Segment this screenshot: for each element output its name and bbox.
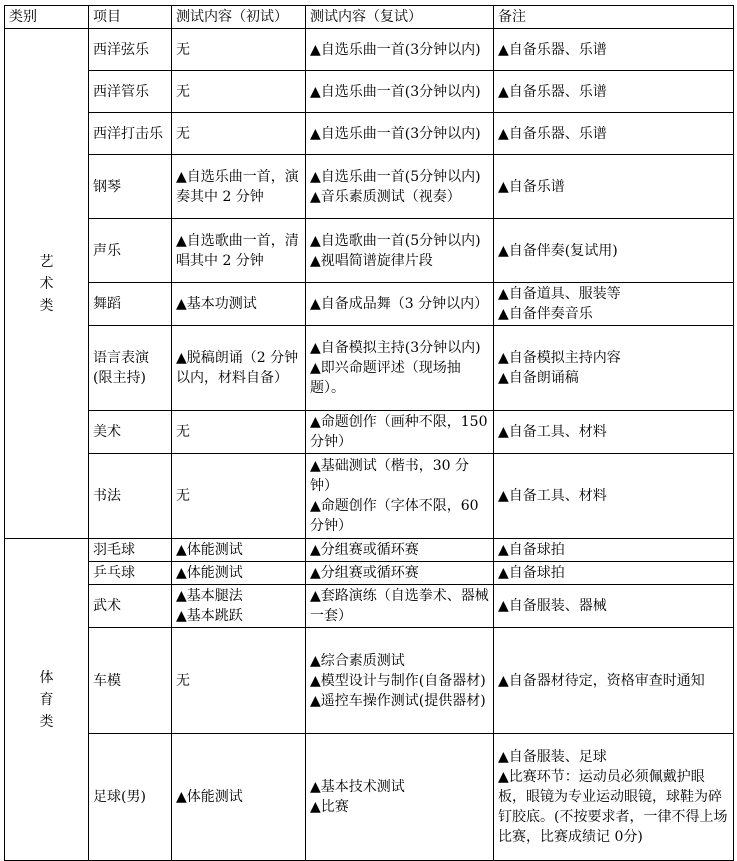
table-row <box>5 539 734 562</box>
cell-line: ▲自备伴奏(复试用) <box>498 242 618 259</box>
notes-cell <box>494 454 734 539</box>
cell-line: ▲基本跳跃 <box>176 608 243 624</box>
item-cell: 西洋弦乐 <box>89 29 172 71</box>
retest-cell <box>306 562 494 585</box>
cell-line: ▲比赛 <box>310 799 349 815</box>
cell-line: 无 <box>176 41 190 58</box>
notes-cell <box>494 585 734 628</box>
item-cell: 羽毛球 <box>89 539 172 562</box>
item-cell: 舞蹈 <box>89 283 172 326</box>
notes-cell <box>494 326 734 411</box>
cell-line: ▲基础测试（楷书，30 分钟） <box>310 458 470 494</box>
cell-line: ▲命题创作（字体不限，60 分钟） <box>310 498 479 534</box>
cell-line: ▲基本技术测试 <box>310 779 405 795</box>
cell-line: ▲自备模拟主持(3分钟以内) <box>310 340 481 356</box>
item-cell: 西洋管乐 <box>89 71 172 113</box>
table-row <box>5 71 734 113</box>
item-cell: 钢琴 <box>89 155 172 219</box>
item-cell: 美术 <box>89 411 172 454</box>
category-label: 体育类 <box>39 669 54 730</box>
header-initial-test: 测试内容（初试） <box>172 6 306 29</box>
cell-line: ▲自备器材待定，资格审查时通知 <box>498 672 705 689</box>
header-retest: 测试内容（复试） <box>306 6 494 29</box>
cell-line: ▲即兴命题评述（现场抽题）。 <box>310 360 461 396</box>
item-cell: 语言表演(限主持) <box>89 326 172 411</box>
initial-test-cell <box>172 454 306 539</box>
item-cell: 足球(男) <box>89 734 172 861</box>
retest-cell <box>306 155 494 219</box>
cell-line: ▲自备服装、器械 <box>498 598 607 614</box>
cell-line: ▲自选乐曲一首(5分钟以内) <box>310 168 481 185</box>
cell-line: ▲体能测试 <box>176 542 243 558</box>
category-sports <box>5 539 89 861</box>
retest-cell <box>306 113 494 155</box>
category-art <box>5 29 89 539</box>
cell-line: ▲自备球拍 <box>498 542 565 558</box>
table-row <box>5 326 734 411</box>
exam-requirements-table <box>4 5 734 861</box>
retest-cell <box>306 411 494 454</box>
cell-line: ▲自备乐器、乐谱 <box>498 125 607 142</box>
retest-cell <box>306 219 494 283</box>
table-row <box>5 283 734 326</box>
initial-test-cell <box>172 155 306 219</box>
initial-test-cell <box>172 628 306 734</box>
initial-test-cell <box>172 326 306 411</box>
cell-line: ▲自选歌曲一首，清唱其中 2 分钟 <box>176 232 299 269</box>
table-body <box>5 29 734 861</box>
initial-test-cell <box>172 411 306 454</box>
cell-line: ▲分组赛或循环赛 <box>310 565 419 581</box>
cell-line: ▲基本腿法 <box>176 588 243 604</box>
cell-line: ▲自备球拍 <box>498 565 565 581</box>
notes-cell <box>494 734 734 861</box>
item-cell: 武术 <box>89 585 172 628</box>
cell-line: ▲自备朗诵稿 <box>498 370 579 386</box>
cell-line: ▲自备工具、材料 <box>498 424 607 440</box>
notes-cell <box>494 29 734 71</box>
cell-line: ▲综合素质测试 <box>310 652 405 669</box>
notes-cell <box>494 411 734 454</box>
cell-line: ▲自备模拟主持内容 <box>498 350 621 366</box>
cell-line: ▲脱稿朗诵（2 分钟以内，材料自备） <box>176 350 299 386</box>
notes-cell <box>494 628 734 734</box>
cell-line: ▲自备乐谱 <box>498 178 565 195</box>
initial-test-cell <box>172 539 306 562</box>
cell-line: ▲音乐素质测试（视奏） <box>310 188 461 205</box>
cell-line: ▲遥控车操作测试(提供器材) <box>310 692 486 709</box>
table-row <box>5 113 734 155</box>
initial-test-cell <box>172 29 306 71</box>
retest-cell <box>306 454 494 539</box>
notes-cell <box>494 113 734 155</box>
initial-test-cell <box>172 734 306 861</box>
initial-test-cell <box>172 283 306 326</box>
retest-cell <box>306 29 494 71</box>
initial-test-cell <box>172 219 306 283</box>
cell-line: 无 <box>176 488 190 504</box>
cell-line: ▲自选乐曲一首(3分钟以内) <box>310 83 481 100</box>
table-row <box>5 734 734 861</box>
cell-line: 无 <box>176 83 190 100</box>
item-cell: 声乐 <box>89 219 172 283</box>
retest-cell <box>306 71 494 113</box>
notes-cell <box>494 219 734 283</box>
table-row <box>5 29 734 71</box>
cell-line: ▲自备道具、服装等 <box>498 286 621 302</box>
cell-line: ▲视唱简谱旋律片段 <box>310 252 433 269</box>
cell-line: ▲自选乐曲一首(3分钟以内) <box>310 125 481 142</box>
cell-line: ▲分组赛或循环赛 <box>310 542 419 558</box>
cell-line: ▲自选乐曲一首(3分钟以内) <box>310 41 481 58</box>
table-row <box>5 454 734 539</box>
cell-line: ▲自选乐曲一首，演奏其中 2 分钟 <box>176 168 299 205</box>
cell-line: 无 <box>176 672 190 689</box>
retest-cell <box>306 326 494 411</box>
retest-cell <box>306 283 494 326</box>
cell-line: ▲自备服装、足球 <box>498 749 607 765</box>
notes-cell <box>494 539 734 562</box>
header-notes: 备注 <box>494 6 734 29</box>
cell-line: 无 <box>176 125 190 142</box>
initial-test-cell <box>172 71 306 113</box>
notes-cell <box>494 283 734 326</box>
item-cell: 车模 <box>89 628 172 734</box>
header-row <box>5 6 734 29</box>
table-row <box>5 585 734 628</box>
cell-line: ▲体能测试 <box>176 789 243 805</box>
cell-line: ▲自备乐器、乐谱 <box>498 41 607 58</box>
header-item: 项目 <box>89 6 172 29</box>
cell-line: ▲模型设计与制作(自备器材) <box>310 672 486 689</box>
table-row <box>5 155 734 219</box>
cell-line: ▲命题创作（画种不限，150 分钟） <box>310 414 488 450</box>
cell-line: ▲体能测试 <box>176 565 243 581</box>
initial-test-cell <box>172 113 306 155</box>
cell-line: ▲自选歌曲一首(5分钟以内) <box>310 232 481 249</box>
item-cell: 书法 <box>89 454 172 539</box>
retest-cell <box>306 585 494 628</box>
item-cell: 西洋打击乐 <box>89 113 172 155</box>
cell-line: ▲自备乐器、乐谱 <box>498 83 607 100</box>
cell-line: 无 <box>176 424 190 440</box>
retest-cell <box>306 539 494 562</box>
cell-line: ▲自备伴奏音乐 <box>498 306 593 322</box>
category-label: 艺术类 <box>39 253 54 314</box>
notes-cell <box>494 71 734 113</box>
header-category: 类别 <box>5 6 89 29</box>
notes-cell <box>494 562 734 585</box>
table-row <box>5 219 734 283</box>
cell-line: ▲自备工具、材料 <box>498 488 607 504</box>
table-row <box>5 411 734 454</box>
cell-line: ▲比赛环节：运动员必须佩戴护眼板，眼镜为专业运动眼镜，球鞋为碎钉胶底。(不按要求者，一律不得上场比赛，比赛成绩记 0分) <box>498 769 728 845</box>
table-row <box>5 628 734 734</box>
cell-line: ▲基本功测试 <box>176 296 257 312</box>
table-row <box>5 562 734 585</box>
cell-line: ▲自备成品舞（3 分钟以内） <box>310 296 489 312</box>
cell-line: ▲套路演练（自选拳术、器械一套） <box>310 588 489 624</box>
retest-cell <box>306 734 494 861</box>
notes-cell <box>494 155 734 219</box>
initial-test-cell <box>172 585 306 628</box>
retest-cell <box>306 628 494 734</box>
item-cell: 乒乓球 <box>89 562 172 585</box>
initial-test-cell <box>172 562 306 585</box>
